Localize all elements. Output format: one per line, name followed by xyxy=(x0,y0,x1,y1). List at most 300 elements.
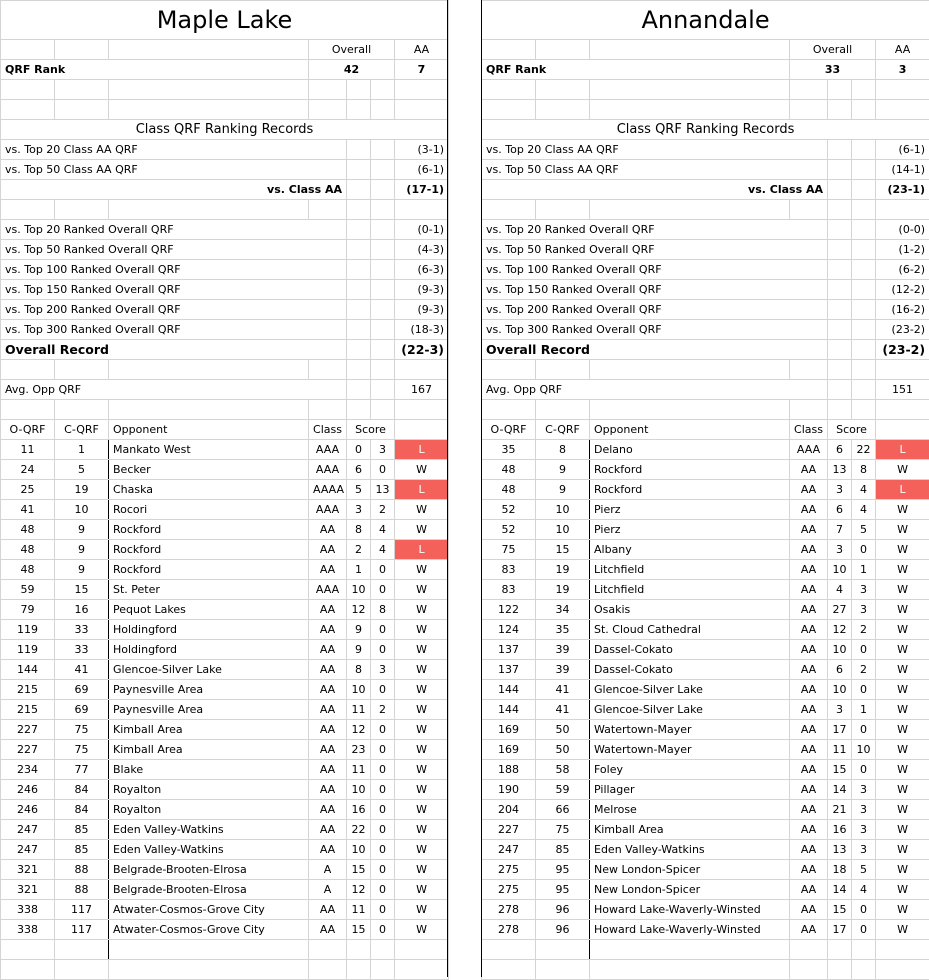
table-row xyxy=(482,480,929,500)
class-record-value: (3-1) xyxy=(395,140,449,160)
game-oqrf: 227 xyxy=(482,820,536,840)
overall-record-value: (1-2) xyxy=(876,240,929,260)
game-score-against: 0 xyxy=(371,900,395,920)
panel-divider-right xyxy=(481,0,482,977)
class-record-value: (6-1) xyxy=(395,160,449,180)
overall-record-label: vs. Top 100 Ranked Overall QRF xyxy=(1,260,347,280)
game-cqrf: 75 xyxy=(55,720,109,740)
avg-opp-value: 151 xyxy=(876,380,929,400)
game-opponent: Glencoe-Silver Lake xyxy=(590,700,790,720)
game-result: W xyxy=(395,720,449,740)
game-oqrf: 48 xyxy=(1,540,55,560)
game-score-for: 8 xyxy=(347,660,371,680)
game-score-against: 0 xyxy=(852,900,876,920)
table-row xyxy=(1,500,449,520)
empty-cell xyxy=(371,220,395,240)
table-row xyxy=(482,720,929,740)
game-score-against: 0 xyxy=(371,840,395,860)
empty-cell xyxy=(828,400,852,420)
game-score-against: 10 xyxy=(852,740,876,760)
empty-cell xyxy=(347,940,371,960)
empty-cell xyxy=(828,200,852,220)
empty-cell xyxy=(852,140,876,160)
overall-record-label: vs. Top 200 Ranked Overall QRF xyxy=(1,300,347,320)
game-oqrf: 247 xyxy=(1,840,55,860)
game-opponent: Albany xyxy=(590,540,790,560)
vs-class-label: vs. Class AA xyxy=(482,180,828,200)
class-record-label: vs. Top 20 Class AA QRF xyxy=(1,140,347,160)
table-row xyxy=(482,500,929,520)
game-score-against: 0 xyxy=(852,720,876,740)
empty-cell xyxy=(590,360,790,380)
empty-cell xyxy=(347,140,371,160)
table-row xyxy=(1,900,449,920)
game-class: AA xyxy=(790,700,828,720)
game-class: AA xyxy=(790,860,828,880)
game-score-for: 3 xyxy=(828,540,852,560)
table-row xyxy=(482,440,929,460)
game-cqrf: 35 xyxy=(536,620,590,640)
game-opponent: Howard Lake-Waverly-Winsted xyxy=(590,920,790,940)
game-opponent: Eden Valley-Watkins xyxy=(109,840,309,860)
game-opponent: Blake xyxy=(109,760,309,780)
header-overall: Overall xyxy=(790,40,876,60)
game-result: W xyxy=(876,580,929,600)
game-cqrf: 15 xyxy=(536,540,590,560)
overall-record-value: (9-3) xyxy=(395,280,449,300)
game-opponent: Paynesville Area xyxy=(109,700,309,720)
game-result: W xyxy=(876,840,929,860)
game-opponent: New London-Spicer xyxy=(590,880,790,900)
empty-cell xyxy=(371,380,395,400)
game-oqrf: 75 xyxy=(482,540,536,560)
game-result: W xyxy=(876,760,929,780)
game-cqrf: 5 xyxy=(55,460,109,480)
game-cqrf: 39 xyxy=(536,660,590,680)
empty-cell xyxy=(395,100,449,120)
empty-cell xyxy=(347,240,371,260)
overall-record-label: vs. Top 100 Ranked Overall QRF xyxy=(482,260,828,280)
game-score-against: 5 xyxy=(852,520,876,540)
game-oqrf: 119 xyxy=(1,620,55,640)
game-score-for: 11 xyxy=(347,700,371,720)
game-class: AA xyxy=(790,720,828,740)
game-cqrf: 1 xyxy=(55,440,109,460)
qrf-rank-overall: 42 xyxy=(309,60,395,80)
game-cqrf: 9 xyxy=(536,480,590,500)
empty-cell xyxy=(347,100,371,120)
overall-record-total-label: Overall Record xyxy=(482,340,828,360)
game-result: L xyxy=(876,440,929,460)
game-result: W xyxy=(876,880,929,900)
game-score-for: 10 xyxy=(828,680,852,700)
overall-record-value: (0-1) xyxy=(395,220,449,240)
table-row xyxy=(482,840,929,860)
game-score-against: 0 xyxy=(371,740,395,760)
game-result: W xyxy=(395,680,449,700)
game-score-for: 9 xyxy=(347,620,371,640)
game-cqrf: 69 xyxy=(55,680,109,700)
game-class: AA xyxy=(309,740,347,760)
empty-cell xyxy=(828,940,852,960)
game-cqrf: 9 xyxy=(55,560,109,580)
game-score-for: 10 xyxy=(828,640,852,660)
qrf-rank-label: QRF Rank xyxy=(1,60,309,80)
empty-cell xyxy=(1,360,55,380)
game-cqrf: 84 xyxy=(55,800,109,820)
overall-record-total: (22-3) xyxy=(395,340,449,360)
class-record-label: vs. Top 50 Class AA QRF xyxy=(482,160,828,180)
empty-cell xyxy=(482,40,536,60)
game-oqrf: 169 xyxy=(482,720,536,740)
class-record-value: (14-1) xyxy=(876,160,929,180)
empty-cell xyxy=(309,360,347,380)
game-oqrf: 35 xyxy=(482,440,536,460)
table-row xyxy=(1,920,449,940)
game-class: AA xyxy=(790,820,828,840)
game-score-for: 11 xyxy=(347,760,371,780)
empty-cell xyxy=(347,220,371,240)
empty-cell xyxy=(828,80,852,100)
game-opponent: Watertown-Mayer xyxy=(590,740,790,760)
game-cqrf: 9 xyxy=(55,540,109,560)
table-row xyxy=(482,640,929,660)
game-cqrf: 85 xyxy=(55,820,109,840)
table-row xyxy=(1,820,449,840)
empty-cell xyxy=(828,300,852,320)
game-score-against: 0 xyxy=(371,580,395,600)
game-class: AAAA xyxy=(309,480,347,500)
game-oqrf: 204 xyxy=(482,800,536,820)
game-class: AAA xyxy=(309,460,347,480)
game-cqrf: 95 xyxy=(536,880,590,900)
game-cqrf: 10 xyxy=(536,500,590,520)
game-oqrf: 227 xyxy=(1,720,55,740)
game-class: AAA xyxy=(309,500,347,520)
game-score-against: 2 xyxy=(371,500,395,520)
game-score-against: 2 xyxy=(371,700,395,720)
game-class: AA xyxy=(790,540,828,560)
game-opponent: New London-Spicer xyxy=(590,860,790,880)
table-row xyxy=(1,540,449,560)
game-oqrf: 48 xyxy=(482,460,536,480)
game-score-for: 17 xyxy=(828,720,852,740)
empty-cell xyxy=(371,240,395,260)
empty-cell xyxy=(1,40,55,60)
game-class: AA xyxy=(790,900,828,920)
game-score-for: 16 xyxy=(828,820,852,840)
game-score-against: 0 xyxy=(371,800,395,820)
empty-cell xyxy=(536,40,590,60)
game-score-against: 13 xyxy=(371,480,395,500)
empty-cell xyxy=(828,260,852,280)
game-score-for: 8 xyxy=(347,520,371,540)
col-header-score: Score xyxy=(828,420,876,440)
game-cqrf: 10 xyxy=(55,500,109,520)
game-score-against: 0 xyxy=(371,560,395,580)
game-result: W xyxy=(395,840,449,860)
empty-cell xyxy=(395,360,449,380)
game-class: AAA xyxy=(309,580,347,600)
game-opponent: Holdingford xyxy=(109,640,309,660)
game-score-for: 6 xyxy=(828,500,852,520)
game-score-for: 10 xyxy=(347,580,371,600)
game-result: W xyxy=(395,780,449,800)
empty-cell xyxy=(536,940,590,960)
game-result: W xyxy=(395,820,449,840)
game-score-against: 0 xyxy=(371,780,395,800)
game-class: AA xyxy=(309,640,347,660)
game-score-against: 4 xyxy=(852,880,876,900)
game-score-for: 6 xyxy=(347,460,371,480)
empty-cell xyxy=(347,340,371,360)
game-score-for: 23 xyxy=(347,740,371,760)
game-class: AA xyxy=(790,760,828,780)
empty-cell xyxy=(876,100,929,120)
empty-cell xyxy=(590,40,790,60)
empty-cell xyxy=(55,940,109,960)
class-record-value: (6-1) xyxy=(876,140,929,160)
empty-cell xyxy=(852,380,876,400)
empty-cell xyxy=(852,80,876,100)
empty-cell xyxy=(852,280,876,300)
empty-cell xyxy=(790,80,828,100)
empty-cell xyxy=(1,80,55,100)
game-result: L xyxy=(876,480,929,500)
game-class: AA xyxy=(309,680,347,700)
empty-cell xyxy=(852,260,876,280)
game-oqrf: 144 xyxy=(1,660,55,680)
game-class: AA xyxy=(309,920,347,940)
game-score-for: 12 xyxy=(347,880,371,900)
game-score-against: 0 xyxy=(371,820,395,840)
game-result: W xyxy=(876,800,929,820)
game-oqrf: 275 xyxy=(482,880,536,900)
empty-cell xyxy=(109,80,309,100)
game-score-for: 12 xyxy=(347,600,371,620)
table-row xyxy=(1,640,449,660)
game-cqrf: 84 xyxy=(55,780,109,800)
game-result: W xyxy=(395,500,449,520)
game-oqrf: 278 xyxy=(482,900,536,920)
game-score-against: 4 xyxy=(852,500,876,520)
table-row xyxy=(482,880,929,900)
game-class: AA xyxy=(309,600,347,620)
table-row xyxy=(482,760,929,780)
game-result: W xyxy=(395,520,449,540)
game-score-for: 14 xyxy=(828,880,852,900)
empty-cell xyxy=(852,200,876,220)
empty-cell xyxy=(347,180,371,200)
game-opponent: Watertown-Mayer xyxy=(590,720,790,740)
empty-cell xyxy=(828,240,852,260)
game-cqrf: 85 xyxy=(536,840,590,860)
empty-cell xyxy=(828,160,852,180)
game-oqrf: 247 xyxy=(1,820,55,840)
game-opponent: Atwater-Cosmos-Grove City xyxy=(109,920,309,940)
game-opponent: Kimball Area xyxy=(109,740,309,760)
game-score-for: 21 xyxy=(828,800,852,820)
game-result: W xyxy=(876,700,929,720)
empty-cell xyxy=(371,260,395,280)
game-score-against: 5 xyxy=(852,860,876,880)
empty-cell xyxy=(395,940,449,960)
empty-cell xyxy=(590,940,790,960)
team-panel-left xyxy=(0,0,448,977)
empty-cell xyxy=(536,360,590,380)
empty-cell xyxy=(109,360,309,380)
game-score-for: 7 xyxy=(828,520,852,540)
game-oqrf: 246 xyxy=(1,800,55,820)
game-opponent: Kimball Area xyxy=(109,720,309,740)
game-score-against: 22 xyxy=(852,440,876,460)
game-class: AA xyxy=(309,720,347,740)
game-score-against: 0 xyxy=(852,760,876,780)
col-header-oqrf: O-QRF xyxy=(1,420,55,440)
overall-record-label: vs. Top 300 Ranked Overall QRF xyxy=(482,320,828,340)
overall-record-total: (23-2) xyxy=(876,340,929,360)
game-oqrf: 48 xyxy=(1,520,55,540)
game-score-against: 4 xyxy=(371,540,395,560)
game-cqrf: 77 xyxy=(55,760,109,780)
game-oqrf: 41 xyxy=(1,500,55,520)
game-opponent: Holdingford xyxy=(109,620,309,640)
empty-cell xyxy=(55,100,109,120)
game-class: AA xyxy=(790,880,828,900)
table-row xyxy=(482,780,929,800)
team-title: Maple Lake xyxy=(1,1,449,40)
game-opponent: Pequot Lakes xyxy=(109,600,309,620)
avg-opp-label: Avg. Opp QRF xyxy=(482,380,828,400)
empty-cell xyxy=(828,220,852,240)
game-class: AA xyxy=(309,820,347,840)
game-oqrf: 83 xyxy=(482,580,536,600)
game-cqrf: 10 xyxy=(536,520,590,540)
game-oqrf: 275 xyxy=(482,860,536,880)
game-result: W xyxy=(395,700,449,720)
table-row xyxy=(1,700,449,720)
game-score-against: 0 xyxy=(371,880,395,900)
game-score-against: 0 xyxy=(852,640,876,660)
table-row xyxy=(1,580,449,600)
empty-cell xyxy=(371,160,395,180)
game-score-for: 13 xyxy=(828,460,852,480)
empty-cell xyxy=(852,160,876,180)
game-score-for: 15 xyxy=(828,900,852,920)
game-oqrf: 338 xyxy=(1,920,55,940)
game-result: W xyxy=(876,560,929,580)
game-score-against: 0 xyxy=(371,680,395,700)
table-row xyxy=(1,520,449,540)
empty-cell xyxy=(109,400,309,420)
overall-record-value: (6-2) xyxy=(876,260,929,280)
overall-record-value: (12-2) xyxy=(876,280,929,300)
game-class: AA xyxy=(309,520,347,540)
empty-cell xyxy=(482,360,536,380)
class-record-label: vs. Top 20 Class AA QRF xyxy=(482,140,828,160)
col-header-cqrf: C-QRF xyxy=(536,420,590,440)
empty-cell xyxy=(536,80,590,100)
game-class: AA xyxy=(790,840,828,860)
game-score-against: 2 xyxy=(852,660,876,680)
game-cqrf: 88 xyxy=(55,860,109,880)
game-oqrf: 215 xyxy=(1,680,55,700)
game-score-for: 14 xyxy=(828,780,852,800)
table-row xyxy=(482,560,929,580)
game-result: W xyxy=(395,660,449,680)
game-oqrf: 190 xyxy=(482,780,536,800)
empty-cell xyxy=(790,100,828,120)
empty-cell xyxy=(347,320,371,340)
empty-cell xyxy=(347,380,371,400)
empty-cell xyxy=(828,100,852,120)
game-score-for: 12 xyxy=(347,720,371,740)
game-opponent: Dassel-Cokato xyxy=(590,660,790,680)
game-class: AA xyxy=(790,780,828,800)
game-opponent: Delano xyxy=(590,440,790,460)
game-class: AA xyxy=(309,840,347,860)
game-cqrf: 96 xyxy=(536,900,590,920)
qrf-rank-class: 3 xyxy=(876,60,929,80)
table-row xyxy=(1,660,449,680)
empty-cell xyxy=(876,940,929,960)
game-score-for: 13 xyxy=(828,840,852,860)
game-cqrf: 41 xyxy=(536,680,590,700)
game-cqrf: 19 xyxy=(536,560,590,580)
game-cqrf: 16 xyxy=(55,600,109,620)
game-class: AA xyxy=(790,480,828,500)
empty-cell xyxy=(828,340,852,360)
game-class: AA xyxy=(309,900,347,920)
game-score-for: 5 xyxy=(347,480,371,500)
empty-cell xyxy=(536,400,590,420)
game-opponent: Pillager xyxy=(590,780,790,800)
table-row xyxy=(482,580,929,600)
empty-cell xyxy=(347,300,371,320)
table-row xyxy=(1,620,449,640)
game-result: W xyxy=(876,600,929,620)
table-row xyxy=(482,920,929,940)
game-result: W xyxy=(395,760,449,780)
game-score-for: 6 xyxy=(828,440,852,460)
game-score-against: 1 xyxy=(852,700,876,720)
vs-class-label: vs. Class AA xyxy=(1,180,347,200)
game-score-for: 0 xyxy=(347,440,371,460)
empty-cell xyxy=(876,80,929,100)
game-oqrf: 321 xyxy=(1,860,55,880)
empty-cell xyxy=(790,940,828,960)
empty-cell xyxy=(852,220,876,240)
empty-cell xyxy=(347,280,371,300)
game-cqrf: 15 xyxy=(55,580,109,600)
empty-cell xyxy=(1,200,55,220)
table-row xyxy=(1,760,449,780)
overall-record-label: vs. Top 20 Ranked Overall QRF xyxy=(1,220,347,240)
empty-cell xyxy=(852,360,876,380)
game-result: W xyxy=(876,500,929,520)
game-score-for: 11 xyxy=(347,900,371,920)
game-opponent: Becker xyxy=(109,460,309,480)
empty-cell xyxy=(790,200,828,220)
game-cqrf: 117 xyxy=(55,920,109,940)
game-result: W xyxy=(395,800,449,820)
empty-cell xyxy=(371,200,395,220)
empty-cell xyxy=(482,940,536,960)
game-oqrf: 137 xyxy=(482,660,536,680)
game-oqrf: 48 xyxy=(1,560,55,580)
overall-record-value: (9-3) xyxy=(395,300,449,320)
table-row xyxy=(1,880,449,900)
